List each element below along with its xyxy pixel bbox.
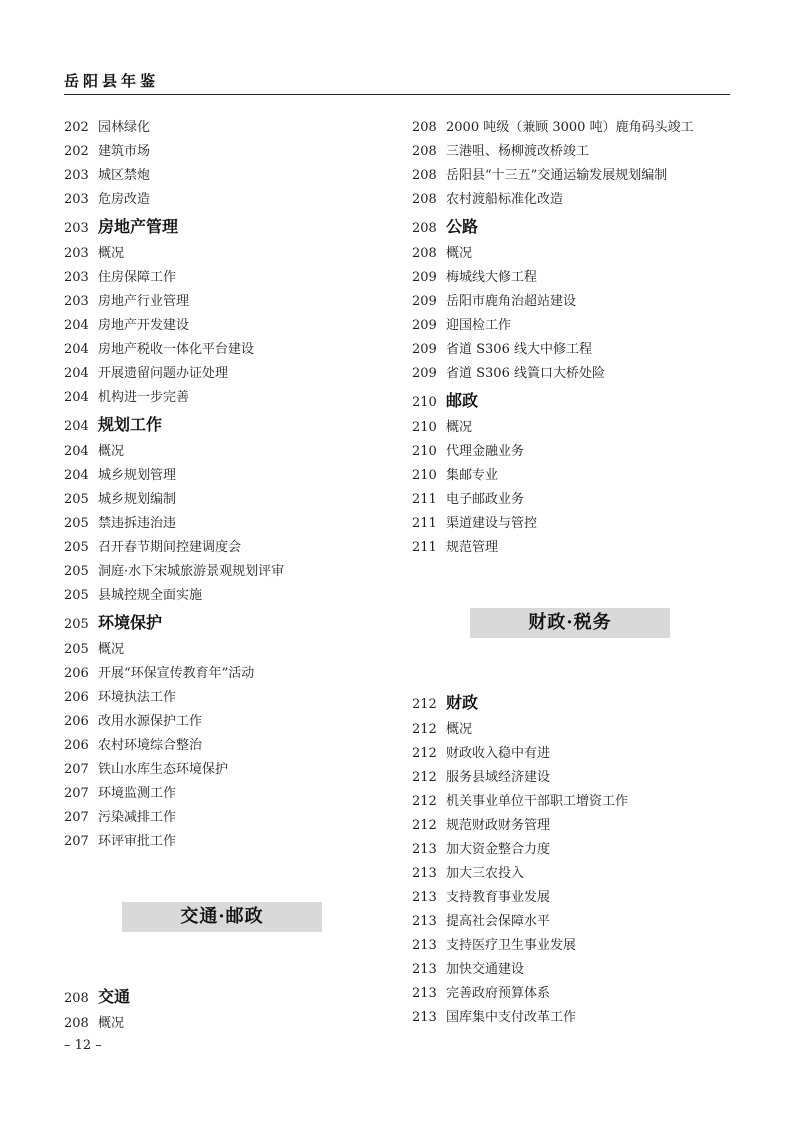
toc-page-number: 213 <box>412 1010 437 1025</box>
toc-page-number: 205 <box>64 564 89 579</box>
toc-entry <box>412 314 732 338</box>
toc-entry-text: 概况 <box>98 642 125 657</box>
toc-entry <box>64 1012 384 1036</box>
section-title-finance-tax: 财政·税务 <box>470 608 670 638</box>
toc-list <box>64 116 384 854</box>
toc-page-number: 211 <box>412 516 437 531</box>
toc-entry-text: 提高社会保障水平 <box>446 914 551 929</box>
toc-entry <box>64 164 384 188</box>
toc-entry-text: 规范财政财务管理 <box>446 818 551 833</box>
toc-entry-text: 迎国检工作 <box>446 318 512 333</box>
toc-heading-text: 房地产管理 <box>98 217 179 236</box>
toc-page-number: 208 <box>412 192 437 207</box>
toc-entry-text: 铁山水库生态环境保护 <box>98 762 229 777</box>
toc-page-number: 208 <box>64 1016 89 1031</box>
toc-list <box>412 116 732 560</box>
toc-entry <box>412 440 732 464</box>
toc-entry <box>64 362 384 386</box>
toc-entry-text: 岳阳市鹿角治超站建设 <box>446 294 577 309</box>
toc-page-number: 209 <box>412 318 437 333</box>
toc-entry-text: 住房保障工作 <box>98 270 177 285</box>
toc-page-number: 209 <box>412 294 437 309</box>
toc-page-number: 213 <box>412 938 437 953</box>
toc-page-number: 209 <box>412 342 437 357</box>
toc-page-number: 210 <box>412 395 437 410</box>
toc-page-number: 204 <box>64 419 89 434</box>
section-title-transport-postal: 交通·邮政 <box>122 902 322 932</box>
toc-page-number: 212 <box>412 722 437 737</box>
toc-page-number: 207 <box>64 786 89 801</box>
toc-heading-text: 财政 <box>446 693 479 712</box>
toc-page-number: 207 <box>64 810 89 825</box>
toc-page-number: 210 <box>412 444 437 459</box>
toc-heading <box>412 688 732 718</box>
yearbook-title: 岳阳县年鉴 <box>64 72 160 90</box>
toc-list <box>412 688 732 1030</box>
toc-entry <box>412 116 732 140</box>
toc-entry-text: 规范管理 <box>446 540 499 555</box>
toc-heading-text: 公路 <box>446 217 479 236</box>
toc-entry-text: 环境执法工作 <box>98 690 177 705</box>
toc-page-number: 213 <box>412 866 437 881</box>
toc-page-number: 213 <box>412 890 437 905</box>
toc-entry-text: 支持医疗卫生事业发展 <box>446 938 577 953</box>
toc-entry <box>64 782 384 806</box>
toc-page-number: 208 <box>412 144 437 159</box>
toc-page-number: 205 <box>64 642 89 657</box>
toc-entry <box>412 934 732 958</box>
toc-page-number: 203 <box>64 192 89 207</box>
toc-page-number: 206 <box>64 666 89 681</box>
toc-entry-text: 加大三农投入 <box>446 866 525 881</box>
toc-entry <box>412 742 732 766</box>
toc-entry-text: 支持教育事业发展 <box>446 890 551 905</box>
toc-page-number: 213 <box>412 914 437 929</box>
toc-entry <box>64 464 384 488</box>
toc-page-number: 203 <box>64 221 89 236</box>
toc-entry-text: 三港咀、杨柳渡改桥竣工 <box>446 144 590 159</box>
toc-page-number: 205 <box>64 617 89 632</box>
toc-entry <box>412 790 732 814</box>
toc-heading-text: 环境保护 <box>98 613 163 632</box>
toc-entry <box>64 488 384 512</box>
toc-entry <box>64 536 384 560</box>
toc-entry-text: 加快交通建设 <box>446 962 525 977</box>
toc-heading <box>412 212 732 242</box>
toc-page-number: 208 <box>412 120 437 135</box>
toc-entry <box>64 662 384 686</box>
toc-page-number: 211 <box>412 492 437 507</box>
toc-entry-text: 危房改造 <box>98 192 151 207</box>
toc-entry <box>412 164 732 188</box>
toc-entry <box>64 314 384 338</box>
toc-page-number: 209 <box>412 270 437 285</box>
toc-entry <box>412 814 732 838</box>
toc-entry <box>412 464 732 488</box>
toc-entry <box>64 758 384 782</box>
toc-entry-text: 概况 <box>98 246 125 261</box>
toc-entry-text: 农村环境综合整治 <box>98 738 203 753</box>
toc-entry-text: 城区禁炮 <box>98 168 151 183</box>
toc-entry-text: 开展遗留问题办证处理 <box>98 366 229 381</box>
toc-entry-text: 岳阳县“十三五”交通运输发展规划编制 <box>446 168 668 183</box>
toc-page-number: 212 <box>412 770 437 785</box>
toc-page-number: 205 <box>64 516 89 531</box>
toc-page-number: 204 <box>64 468 89 483</box>
toc-page-number: 203 <box>64 270 89 285</box>
toc-entry-text: 服务县域经济建设 <box>446 770 551 785</box>
toc-entry <box>412 536 732 560</box>
toc-heading <box>64 212 384 242</box>
toc-page-number: 202 <box>64 120 89 135</box>
toc-page-number: 210 <box>412 420 437 435</box>
toc-page-number: 205 <box>64 588 89 603</box>
toc-entry-text: 概况 <box>446 420 473 435</box>
toc-entry <box>64 734 384 758</box>
toc-entry-text: 建筑市场 <box>98 144 151 159</box>
toc-entry-text: 洞庭·水下宋城旅游景观规划评审 <box>98 564 285 579</box>
toc-entry-text: 加大资金整合力度 <box>446 842 551 857</box>
toc-entry-text: 梅城线大修工程 <box>446 270 538 285</box>
toc-page-number: 204 <box>64 342 89 357</box>
toc-page-number: 204 <box>64 318 89 333</box>
toc-entry <box>412 362 732 386</box>
header-divider <box>64 94 730 95</box>
toc-entry <box>412 416 732 440</box>
toc-page-number: 212 <box>412 746 437 761</box>
toc-entry-text: 召开春节期间控建调度会 <box>98 540 242 555</box>
toc-entry <box>412 766 732 790</box>
toc-page-number: 203 <box>64 294 89 309</box>
toc-entry-text: 机构进一步完善 <box>98 390 190 405</box>
toc-page-number: 213 <box>412 962 437 977</box>
toc-page-number: 210 <box>412 468 437 483</box>
toc-entry-text: 完善政府预算体系 <box>446 986 551 1001</box>
toc-entry <box>412 862 732 886</box>
toc-entry-text: 概况 <box>446 722 473 737</box>
toc-entry <box>64 710 384 734</box>
toc-page-number: 212 <box>412 818 437 833</box>
toc-page-number: 209 <box>412 366 437 381</box>
toc-entry-text: 电子邮政业务 <box>446 492 525 507</box>
page-number: – 12 – <box>64 1038 102 1053</box>
toc-entry <box>64 440 384 464</box>
toc-page-number: 205 <box>64 492 89 507</box>
toc-heading-text: 规划工作 <box>98 415 163 434</box>
toc-entry-text: 集邮专业 <box>446 468 499 483</box>
toc-entry <box>412 1006 732 1030</box>
toc-heading <box>64 608 384 638</box>
toc-entry <box>412 982 732 1006</box>
toc-page-number: 208 <box>412 221 437 236</box>
toc-entry <box>64 512 384 536</box>
toc-entry <box>412 488 732 512</box>
toc-entry-text: 环评审批工作 <box>98 834 177 849</box>
toc-entry <box>412 266 732 290</box>
toc-entry-text: 园林绿化 <box>98 120 151 135</box>
toc-entry-text: 2000 吨级（兼顾 3000 吨）鹿角码头竣工 <box>446 120 694 135</box>
toc-entry <box>64 266 384 290</box>
toc-entry-text: 概况 <box>446 246 473 261</box>
toc-page-number: 205 <box>64 540 89 555</box>
toc-entry-text: 城乡规划编制 <box>98 492 177 507</box>
toc-entry <box>412 910 732 934</box>
toc-entry <box>412 838 732 862</box>
toc-entry <box>64 338 384 362</box>
toc-entry <box>412 512 732 536</box>
toc-page-number: 208 <box>64 991 89 1006</box>
toc-entry-text: 改用水源保护工作 <box>98 714 203 729</box>
toc-page-number: 204 <box>64 366 89 381</box>
toc-entry-text: 房地产税收一体化平台建设 <box>98 342 255 357</box>
toc-heading <box>412 386 732 416</box>
toc-entry <box>412 958 732 982</box>
toc-entry <box>412 140 732 164</box>
toc-entry <box>64 560 384 584</box>
toc-entry-text: 污染减排工作 <box>98 810 177 825</box>
toc-entry-text: 国库集中支付改革工作 <box>446 1010 577 1025</box>
toc-page-number: 213 <box>412 842 437 857</box>
toc-entry <box>412 242 732 266</box>
toc-entry-text: 房地产行业管理 <box>98 294 190 309</box>
toc-entry <box>64 140 384 164</box>
toc-entry-text: 省道 S306 线大中修工程 <box>446 342 592 357</box>
toc-entry-text: 概况 <box>98 1016 125 1031</box>
toc-entry <box>412 338 732 362</box>
toc-entry <box>64 830 384 854</box>
toc-entry-text: 禁违拆违治违 <box>98 516 177 531</box>
toc-page-number: 206 <box>64 690 89 705</box>
toc-entry <box>412 886 732 910</box>
toc-entry <box>412 718 732 742</box>
toc-page-number: 212 <box>412 794 437 809</box>
toc-page-number: 206 <box>64 738 89 753</box>
toc-page-number: 207 <box>64 834 89 849</box>
toc-entry-text: 农村渡船标准化改造 <box>446 192 564 207</box>
toc-entry <box>412 188 732 212</box>
toc-page-number: 203 <box>64 246 89 261</box>
toc-heading <box>64 982 384 1012</box>
toc-heading-text: 邮政 <box>446 391 479 410</box>
toc-page-number: 203 <box>64 168 89 183</box>
toc-entry <box>64 386 384 410</box>
toc-entry-text: 省道 S306 线篢口大桥处险 <box>446 366 605 381</box>
toc-entry-text: 城乡规划管理 <box>98 468 177 483</box>
toc-heading-text: 交通 <box>98 987 131 1006</box>
toc-entry-text: 开展“环保宣传教育年”活动 <box>98 666 255 681</box>
toc-entry-text: 代理金融业务 <box>446 444 525 459</box>
toc-left-column <box>64 116 384 1036</box>
toc-entry-text: 渠道建设与管控 <box>446 516 538 531</box>
toc-page-number: 202 <box>64 144 89 159</box>
toc-page-number: 208 <box>412 168 437 183</box>
toc-entry <box>64 638 384 662</box>
toc-entry-text: 概况 <box>98 444 125 459</box>
toc-entry-text: 县城控规全面实施 <box>98 588 203 603</box>
toc-page-number: 206 <box>64 714 89 729</box>
toc-entry-text: 机关事业单位干部职工增资工作 <box>446 794 629 809</box>
toc-page-number: 212 <box>412 697 437 712</box>
toc-entry-text: 环境监测工作 <box>98 786 177 801</box>
toc-entry <box>64 242 384 266</box>
toc-entry <box>412 290 732 314</box>
toc-page-number: 208 <box>412 246 437 261</box>
toc-page-number: 207 <box>64 762 89 777</box>
toc-entry <box>64 686 384 710</box>
toc-entry <box>64 116 384 140</box>
toc-page-number: 213 <box>412 986 437 1001</box>
toc-right-column <box>412 116 732 1030</box>
toc-entry-text: 房地产开发建设 <box>98 318 190 333</box>
toc-entry <box>64 806 384 830</box>
toc-page-number: 204 <box>64 444 89 459</box>
toc-entry-text: 财政收入稳中有进 <box>446 746 551 761</box>
toc-entry <box>64 188 384 212</box>
toc-list <box>64 982 384 1036</box>
toc-page-number: 211 <box>412 540 437 555</box>
toc-entry <box>64 584 384 608</box>
toc-page-number: 204 <box>64 390 89 405</box>
toc-entry <box>64 290 384 314</box>
toc-heading <box>64 410 384 440</box>
